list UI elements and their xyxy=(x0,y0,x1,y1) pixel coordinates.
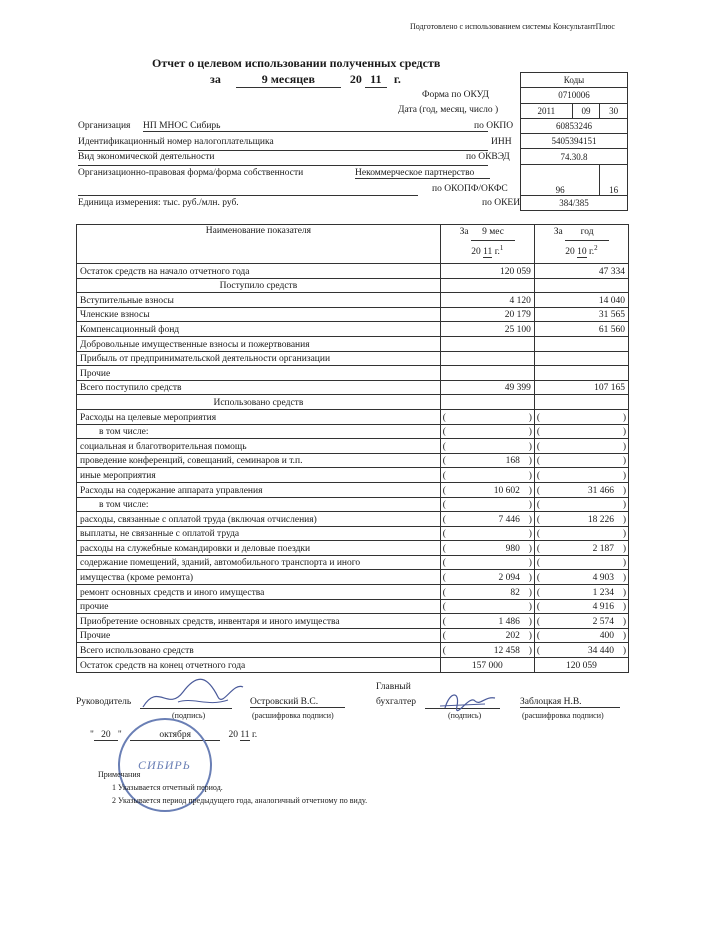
row-value xyxy=(440,351,534,366)
report-period-line xyxy=(210,72,401,88)
col2-prefix: За xyxy=(553,227,563,237)
okud-code: 0710006 xyxy=(521,88,628,103)
row-including: в том числе: xyxy=(77,497,441,512)
row-value: 49 399 xyxy=(440,380,534,395)
row-value: 120 059 xyxy=(440,264,534,279)
row-value: ( 10 602 ) xyxy=(440,482,534,497)
row-repairs: ремонт основных средств и иного имущества xyxy=(77,585,441,600)
codes-table xyxy=(520,72,628,211)
head-name-caption: (расшифровка подписи) xyxy=(252,711,334,720)
row-closing-balance: Остаток средств на конец отчетного года xyxy=(77,658,441,673)
row-value: ( 2 187 ) xyxy=(534,541,628,556)
report-title: Отчет о целевом использовании полученных средств xyxy=(152,56,441,70)
row-admin-expenses: Расходы на содержание аппарата управления xyxy=(77,482,441,497)
date-label: Дата (год, месяц, число ) xyxy=(398,105,499,115)
col1-period: 9 мес xyxy=(471,225,515,241)
col1-note: 1 xyxy=(499,244,504,252)
accountant-name: Заблоцкая Н.В. xyxy=(520,697,620,708)
period-value: 9 месяцев xyxy=(236,72,341,88)
sign-date-day: 20 xyxy=(94,730,118,741)
org-name: НП МНОС Сибирь xyxy=(143,121,488,132)
row-value xyxy=(534,409,628,424)
okopf-code: 96 xyxy=(521,164,600,195)
row-value xyxy=(534,453,628,468)
sign-date-month: октября xyxy=(130,730,220,741)
note-1: 1 Указывается отчетный период. xyxy=(112,783,223,792)
head-name: Островский В.С. xyxy=(250,697,345,708)
col1-year-suffix: г. xyxy=(494,247,500,258)
row-other-expenses: Прочие xyxy=(77,628,441,643)
row-value xyxy=(440,336,534,351)
sign-date: " 20 " октября 20 11 г. xyxy=(90,730,258,740)
accountant-label-2: бухгалтер xyxy=(376,697,417,707)
legal-form-line xyxy=(78,195,418,196)
row-premises-maintenance-cont: имущества (кроме ремонта) xyxy=(77,570,441,585)
row-value: ( 82 ) xyxy=(440,585,534,600)
row-value: 61 560 xyxy=(534,322,628,337)
accountant-name-caption: (расшифровка подписи) xyxy=(522,711,604,720)
period-prefix: за xyxy=(210,72,221,86)
row-value xyxy=(440,497,534,512)
row-entry-fees: Вступительные взносы xyxy=(77,293,441,308)
row-value xyxy=(440,278,534,293)
sign-date-year: 11 xyxy=(240,730,250,740)
row-value: 20 179 xyxy=(440,307,534,322)
row-value xyxy=(534,468,628,483)
okfs-code: 16 xyxy=(600,164,628,195)
inn-row-line xyxy=(78,150,488,151)
row-value xyxy=(534,351,628,366)
row-value: 31 565 xyxy=(534,307,628,322)
row-value xyxy=(440,526,534,541)
year-prefix: 20 xyxy=(349,72,362,86)
row-value xyxy=(534,424,628,439)
inn-label: ИНН xyxy=(491,137,512,147)
row-value xyxy=(534,526,628,541)
date-month: 09 xyxy=(572,103,600,118)
org-label: Организация xyxy=(78,121,131,131)
row-value: ( 1 234 ) xyxy=(534,585,628,600)
row-value xyxy=(534,366,628,381)
col1-year: 11 xyxy=(483,247,493,258)
row-opening-balance: Остаток средств на начало отчетного года xyxy=(77,264,441,279)
row-value: ( 980 ) xyxy=(440,541,534,556)
sign-date-year-prefix: 20 xyxy=(228,730,239,740)
row-value: ( 7 446 ) xyxy=(440,512,534,527)
row-payroll: расходы, связанные с оплатой труда (включая отчисления) xyxy=(77,512,441,527)
row-value xyxy=(440,424,534,439)
row-value: 47 334 xyxy=(534,264,628,279)
row-value: 120 059 xyxy=(534,658,628,673)
row-compensation-fund: Компенсационный фонд xyxy=(77,322,441,337)
row-value xyxy=(440,409,534,424)
row-other-admin: прочие xyxy=(77,599,441,614)
okved-code: 74.30.8 xyxy=(521,149,628,164)
col2-header xyxy=(534,225,628,264)
row-donations: Добровольные имущественные взносы и пожертвования xyxy=(77,336,441,351)
row-value: 14 040 xyxy=(534,293,628,308)
row-value xyxy=(440,439,534,454)
stamp-text: СИБИРЬ xyxy=(138,758,191,772)
col2-year-prefix: 20 xyxy=(565,247,575,258)
row-value: ( 4 916 ) xyxy=(534,599,628,614)
date-year: 2011 xyxy=(521,103,573,118)
row-value xyxy=(440,366,534,381)
date-day: 30 xyxy=(600,103,628,118)
row-value xyxy=(534,336,628,351)
head-sign-caption: (подпись) xyxy=(172,711,206,720)
row-value: 4 120 xyxy=(440,293,534,308)
okopf-label: по ОКОПФ/ОКФС xyxy=(432,184,508,194)
row-value: ( 18 226 ) xyxy=(534,512,628,527)
row-premises-maintenance: содержание помещений, зданий, автомобильного транспорта и иного xyxy=(77,555,441,570)
sign-date-year-suffix: г. xyxy=(251,730,258,740)
row-business-profit: Прибыль от предпринимательской деятельности организации xyxy=(77,351,441,366)
col1-header xyxy=(440,225,534,264)
row-value: ( 400 ) xyxy=(534,628,628,643)
okved-label: по ОКВЭД xyxy=(466,152,510,162)
col1-year-prefix: 20 xyxy=(471,247,481,258)
row-value: ( 2 574 ) xyxy=(534,614,628,629)
row-total-received: Всего поступило средств xyxy=(77,380,441,395)
row-value xyxy=(534,278,628,293)
col1-prefix: За xyxy=(459,227,469,237)
row-non-payroll: выплаты, не связанные с оплатой труда xyxy=(77,526,441,541)
inn-code: 5405394151 xyxy=(521,134,628,149)
col2-note: 2 xyxy=(594,244,598,252)
okpo-code: 60853246 xyxy=(521,118,628,133)
col2-year: 10 xyxy=(577,247,587,258)
unit-label: Единица измерения: тыс. руб./млн. руб. xyxy=(78,198,239,208)
row-other-income: Прочие xyxy=(77,366,441,381)
col-name-header: Наименование показателя xyxy=(77,225,441,264)
row-value: ( 34 440 ) xyxy=(534,643,628,658)
row-value xyxy=(440,555,534,570)
col2-year-suffix: г. xyxy=(588,247,595,258)
legal-form-value: Некоммерческое партнерство xyxy=(355,168,490,179)
okei-label: по ОКЕИ xyxy=(482,198,521,208)
okpo-label: по ОКПО xyxy=(474,121,514,131)
okud-label: Форма по ОКУД xyxy=(422,90,489,100)
row-targeted-events: Расходы на целевые мероприятия xyxy=(77,409,441,424)
row-social-aid: социальная и благотворительная помощь xyxy=(77,439,441,454)
row-value xyxy=(440,599,534,614)
head-label: Руководитель xyxy=(76,697,132,707)
accountant-sign-caption: (подпись) xyxy=(448,711,482,720)
row-value xyxy=(534,555,628,570)
row-including: в том числе: xyxy=(77,424,441,439)
activity-label: Вид экономической деятельности xyxy=(78,152,215,162)
accountant-label-1: Главный xyxy=(376,682,411,692)
row-business-trips: расходы на служебные командировки и деловые поездки xyxy=(77,541,441,556)
okei-code: 384/385 xyxy=(521,195,628,210)
row-value: ( 12 458 ) xyxy=(440,643,534,658)
legal-form-label: Организационно-правовая форма/форма собственности xyxy=(78,168,304,178)
row-other-events: иные мероприятия xyxy=(77,468,441,483)
section-used: Использовано средств xyxy=(77,395,441,410)
notes-heading: Примечания xyxy=(98,770,141,779)
row-value: 25 100 xyxy=(440,322,534,337)
row-membership-fees: Членские взносы xyxy=(77,307,441,322)
row-fixed-assets: Приобретение основных средств, инвентаря и иного имущества xyxy=(77,614,441,629)
row-value: ( 2 094 ) xyxy=(440,570,534,585)
row-value xyxy=(534,497,628,512)
main-table xyxy=(76,224,629,673)
row-total-used: Всего использовано средств xyxy=(77,643,441,658)
section-received: Поступило средств xyxy=(77,278,441,293)
row-value xyxy=(440,468,534,483)
row-value xyxy=(534,439,628,454)
activity-line xyxy=(78,165,488,166)
col2-period: год xyxy=(565,225,609,241)
year-value: 11 xyxy=(365,72,387,88)
row-value xyxy=(440,395,534,410)
row-value xyxy=(534,395,628,410)
row-value: ( 202 ) xyxy=(440,628,534,643)
row-value: ( 1 486 ) xyxy=(440,614,534,629)
row-value: ( 168 ) xyxy=(440,453,534,468)
row-value: 107 165 xyxy=(534,380,628,395)
row-value: 157 000 xyxy=(440,658,534,673)
system-note: Подготовлено с использованием системы КонсультантПлюс xyxy=(410,22,615,31)
row-value: ( 31 466 ) xyxy=(534,482,628,497)
year-suffix: г. xyxy=(393,72,401,86)
note-2: 2 Указывается период предыдущего года, аналогичный отчетному по виду. xyxy=(112,796,368,805)
inn-row-label: Идентификационный номер налогоплательщика xyxy=(78,137,274,147)
codes-heading: Коды xyxy=(521,73,628,88)
row-conferences: проведение конференций, совещаний, семинаров и т.п. xyxy=(77,453,441,468)
row-value: ( 4 903 ) xyxy=(534,570,628,585)
